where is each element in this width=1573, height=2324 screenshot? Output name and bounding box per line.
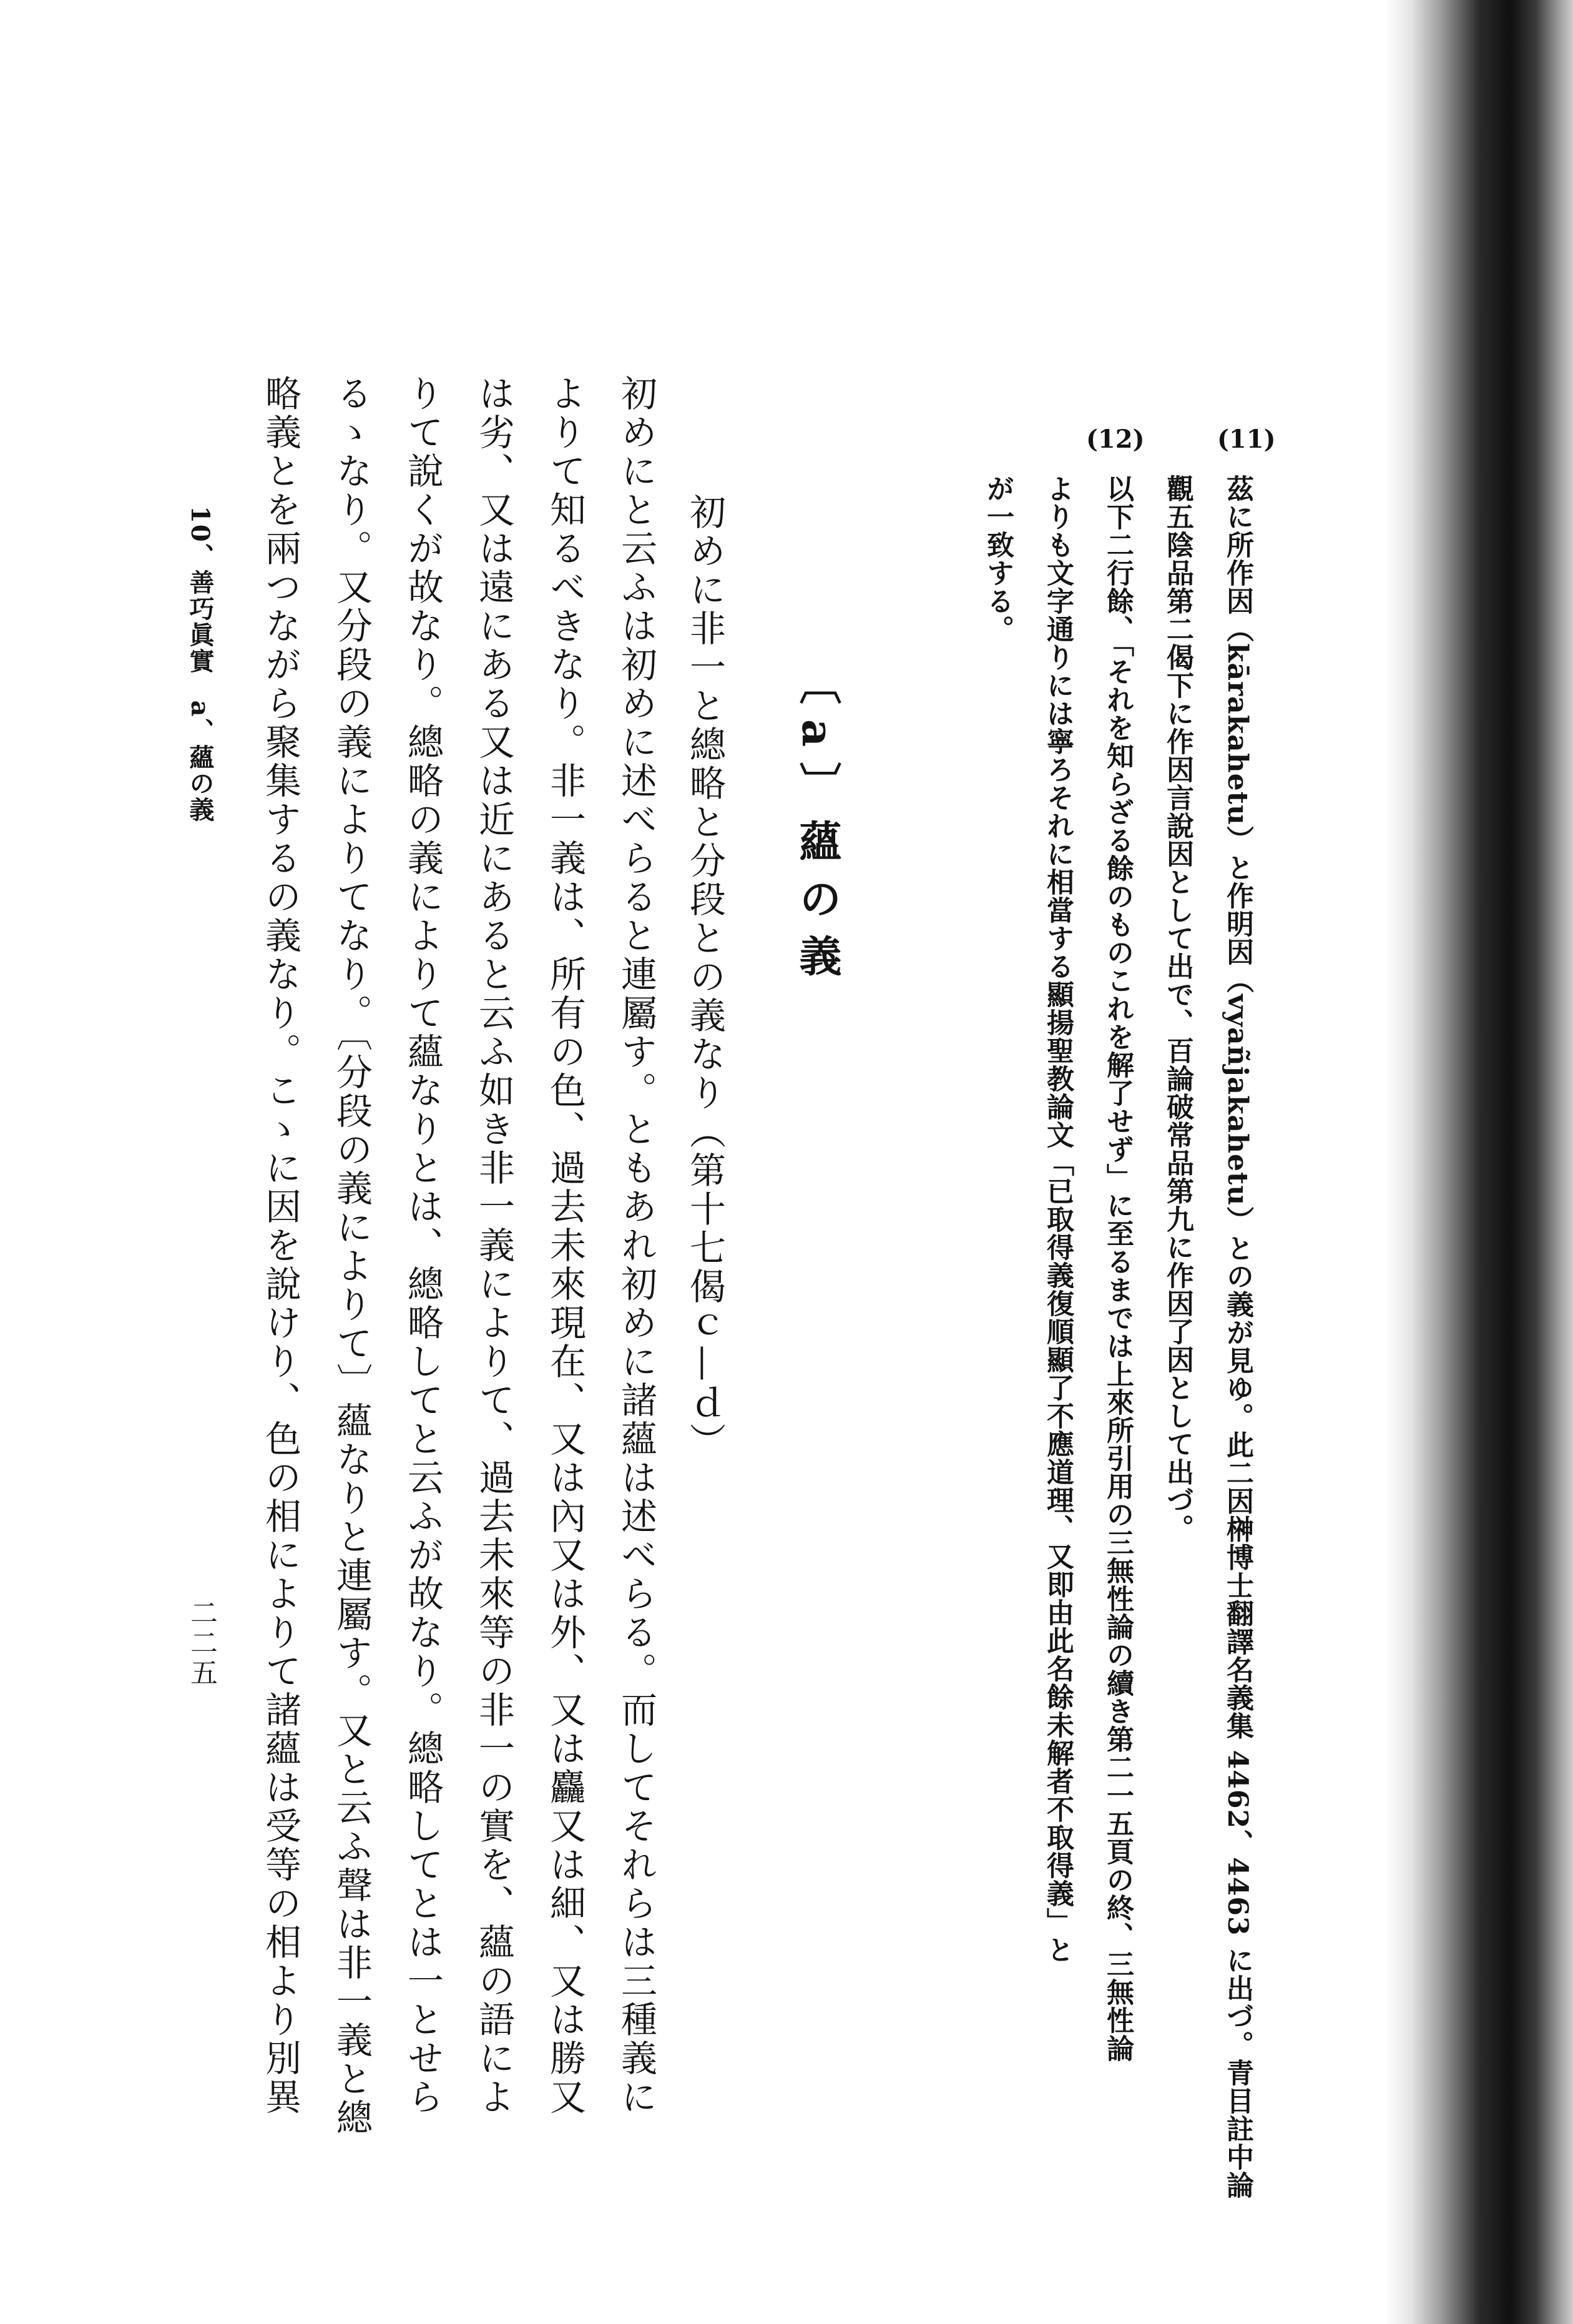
body-line-4: りて說くが故なり。總略の義によりて蘊なりとは、總略してと云ふが故なり。總略してとは一とせら (401, 375, 444, 2117)
note-12-line-1: 以下二行餘、「それを知らざる餘のものこれを解了せず」に至るまでは上來所引用の三無性論の續き第二一五頁の終、三無性論 (1102, 475, 1134, 2062)
page-number: 二二五 (185, 1598, 217, 1688)
note-marker-12: (12) (1086, 425, 1145, 454)
body-line-2: よりて知るべきなり。非一義は、所有の色、過去未來現在、又は內又は外、又は麤又は細、又は勝又 (544, 375, 586, 2117)
note-12-line-2: よりも文字通りには寧ろそれに相當する顯揚聖教論文「已取得義復順顯了不應道理、又即由此名餘未解者不取得義」と (1042, 475, 1074, 1964)
verse-line: 初めに非一と總略と分段との義なり（第十七偈ｃ—ｄ） (684, 493, 726, 1461)
note-marker-11: (11) (1217, 425, 1276, 454)
note-11-line-1: 茲に所作因（kārakahetu）と作明因（vyañjakahetu）との義が見ゆ。此二因榊博士翻譯名義集 4462、4463 に出づ。青目註中論 (1222, 475, 1253, 2199)
note-11-line-2: 觀五陰品第二偈下に作因言說因として出で、百論破常品第九に作因了因として出づ。 (1162, 475, 1193, 1542)
body-line-6: 略義とを兩つながら聚集するの義なり。こゝに因を說けり、色の相によりて諸蘊は受等の相より別異 (259, 375, 301, 2117)
running-footer: 10、善巧眞實 a、蘊の義 (185, 506, 215, 823)
body-line-5: るゝなり。又分段の義によりてなり。〔分段の義によりて〕蘊なりと連屬す。又と云ふ聲は非一義と總 (330, 375, 373, 2137)
scan-gutter-shadow (1386, 0, 1573, 2324)
note-12-line-3: が一致する。 (982, 475, 1014, 643)
body-line-1: 初めにと云ふは初めに述べらると連屬す。ともあれ初めに諸蘊は述べらる。而してそれらは三種義に (615, 375, 657, 2117)
section-heading: 〔a〕蘊の義 (792, 662, 842, 992)
body-line-3: は劣、又は遠にある又は近にあると云ふ如き非一義によりて、過去未來等の非一の實を、蘊の語によ (473, 375, 515, 2117)
